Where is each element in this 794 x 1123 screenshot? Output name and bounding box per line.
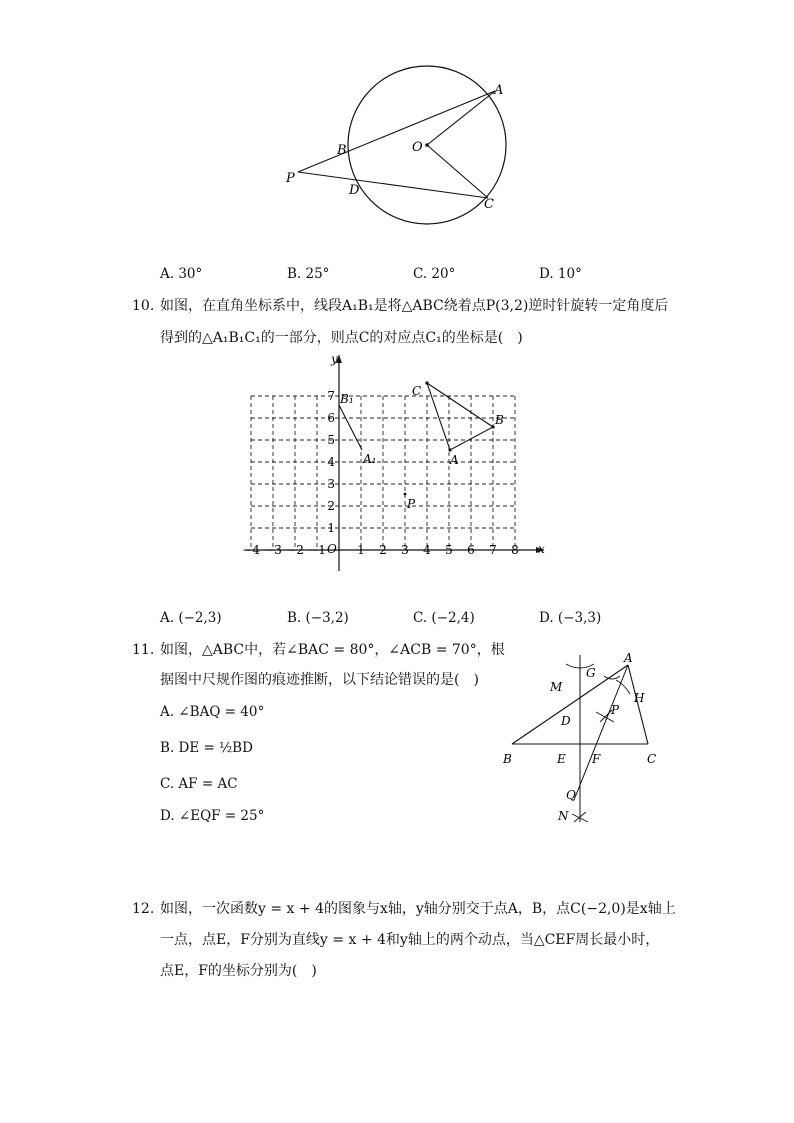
line-pc xyxy=(298,172,488,198)
label-a: A xyxy=(624,651,633,665)
label-o: O xyxy=(412,140,423,155)
origin-label: O xyxy=(327,542,337,556)
label-a: A xyxy=(450,453,459,467)
q9-option-a[interactable]: A. 30° xyxy=(160,266,203,282)
circle-figure xyxy=(270,55,530,255)
q11-number: 11. xyxy=(132,642,155,658)
label-q: Q xyxy=(566,788,576,802)
segment-a1b1 xyxy=(339,405,362,450)
label-d: D xyxy=(349,183,360,198)
y-tick-label: 3 xyxy=(327,477,335,491)
q11-option-c[interactable]: C. AF = AC xyxy=(160,776,238,792)
x-tick-label: 2 xyxy=(379,543,387,557)
label-m: M xyxy=(550,680,563,694)
label-p: P xyxy=(407,497,416,511)
q10-text-line1: 如图，在直角坐标系中，线段A₁B₁是将△ABC绕着点P(3,2)逆时针旋转一定角度后 xyxy=(160,298,669,314)
q9-option-c[interactable]: C. 20° xyxy=(413,266,456,282)
x-tick-label: −3 xyxy=(264,543,282,557)
label-b: B xyxy=(495,413,504,427)
label-p: P xyxy=(286,171,295,186)
x-tick-label: 6 xyxy=(467,543,475,557)
q11-option-d[interactable]: D. ∠EQF = 25° xyxy=(160,808,265,824)
label-b1: B₁ xyxy=(340,392,354,406)
x-tick-label: −4 xyxy=(242,543,260,557)
x-tick-label: 3 xyxy=(401,543,409,557)
x-tick-label: 4 xyxy=(423,543,431,557)
q11-option-a[interactable]: A. ∠BAQ = 40° xyxy=(160,704,265,720)
point-a xyxy=(448,448,451,451)
y-tick-label: 4 xyxy=(327,455,335,469)
x-tick-label: −1 xyxy=(308,543,326,557)
q10-option-a[interactable]: A. (−2,3) xyxy=(160,610,222,626)
q10-option-b[interactable]: B. (−3,2) xyxy=(287,610,349,626)
y-axis-label: y xyxy=(331,352,338,366)
point-c xyxy=(425,381,428,384)
label-b: B xyxy=(337,143,347,158)
label-c: C xyxy=(484,197,494,212)
q11-text-line1: 如图，△ABC中，若∠BAC = 80°，∠ACB = 70°，根 xyxy=(160,642,505,658)
label-a1: A₁ xyxy=(363,452,377,466)
arc-h xyxy=(616,680,630,694)
q10-option-d[interactable]: D. (−3,3) xyxy=(539,610,602,626)
label-c: C xyxy=(412,384,422,398)
q12-text-line1: 如图，一次函数y = x + 4的图象与x轴，y轴分别交于点A，B，点C(−2,0)是x轴上 xyxy=(160,901,676,917)
label-h: H xyxy=(634,691,645,705)
label-g: G xyxy=(586,666,596,680)
x-tick-label: 1 xyxy=(357,543,365,557)
line-oa xyxy=(427,91,495,145)
label-f: F xyxy=(592,752,601,766)
x-tick-label: 5 xyxy=(445,543,453,557)
q11-text-line2: 据图中尺规作图的痕迹推断，以下结论错误的是( ) xyxy=(160,672,479,688)
q9-option-d[interactable]: D. 10° xyxy=(539,266,582,282)
x-tick-label: 8 xyxy=(511,543,519,557)
q12-text-line2: 一点，点E，F分别为直线y = x + 4和y轴上的两个动点，当△CEF周长最小时， xyxy=(160,932,660,948)
x-axis-label: x xyxy=(538,542,545,556)
x-tick-label: 7 xyxy=(489,543,497,557)
label-a: A xyxy=(494,83,504,98)
label-b: B xyxy=(503,752,512,766)
y-tick-label: 5 xyxy=(327,433,335,447)
q10-option-c[interactable]: C. (−2,4) xyxy=(413,610,475,626)
label-e: E xyxy=(557,752,566,766)
point-p xyxy=(404,493,407,496)
y-tick-label: 6 xyxy=(327,411,335,425)
q10-number: 10. xyxy=(132,298,155,314)
line-pa xyxy=(298,91,495,172)
x-tick-label: −2 xyxy=(286,543,304,557)
label-p: P xyxy=(611,703,620,717)
q12-text-line3: 点E，F的坐标分别为( ) xyxy=(160,963,317,979)
line-oc xyxy=(427,145,488,198)
y-tick-label: 2 xyxy=(327,499,335,513)
angle-bisector-aq xyxy=(574,665,628,800)
y-tick-label: 7 xyxy=(327,389,335,403)
label-c: C xyxy=(647,752,657,766)
coordinate-grid-figure xyxy=(240,350,560,575)
y-tick-label: 1 xyxy=(327,521,335,535)
q9-option-b[interactable]: B. 25° xyxy=(287,266,330,282)
q11-option-b[interactable]: B. DE = ½BD xyxy=(160,740,253,756)
compass-construction-figure xyxy=(495,645,670,830)
q10-text-line2: 得到的△A₁B₁C₁的一部分，则点C的对应点C₁的坐标是( ) xyxy=(160,330,523,346)
center-dot xyxy=(425,143,429,147)
label-n: N xyxy=(558,809,569,823)
label-d: D xyxy=(561,714,571,728)
q12-number: 12. xyxy=(132,901,155,917)
